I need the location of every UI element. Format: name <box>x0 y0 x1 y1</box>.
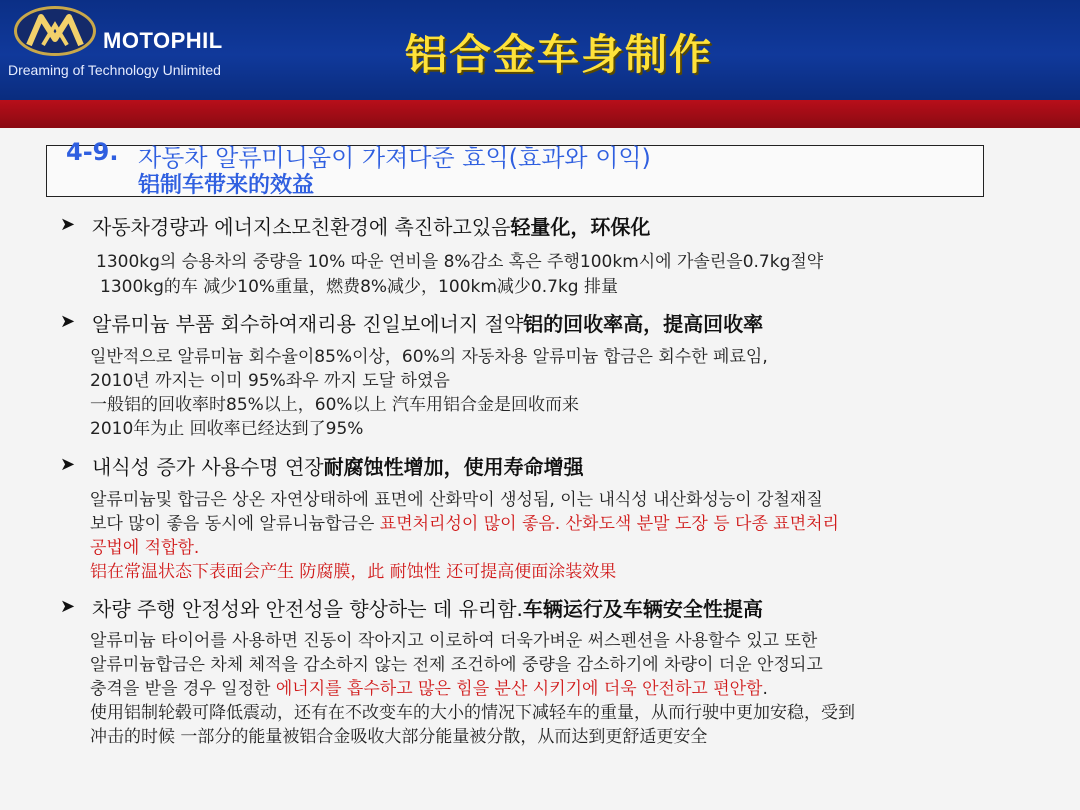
motophil-logo-icon <box>14 6 96 56</box>
item-text-emphasis: 에너지를 흡수하고 많은 힘을 분산 시키기에 더욱 안전하고 편안함 <box>275 679 763 699</box>
item-text-emphasis: 공법에 적합함. <box>90 538 200 558</box>
item-text-plain: 보다 많이 좋음 동시에 알류니늄합금은 <box>90 514 380 534</box>
section-number: 4-9. <box>66 138 119 166</box>
item-text-line: 1300kg의 승용차의 중량을 10% 따운 연비을 8%감소 혹은 주행100km시에 가솔린을0.7kg절약 <box>96 252 824 272</box>
item-text-line: 알류미늄합금은 차체 체적을 감소하지 않는 전제 조건하에 중량을 감소하기에 차량이 더운 안정되고 <box>90 655 823 675</box>
arrow-bullet-icon: ➤ <box>60 454 76 475</box>
item-text-plain: . <box>762 679 768 699</box>
item-heading-chinese: 铝的回收率高，提高回收率 <box>523 312 764 336</box>
item-text-line: 2010年为止 回收率已经达到了95% <box>90 419 364 439</box>
item-heading-korean: 자동차경량과 에너지소모친환경에 촉진하고있음 <box>92 215 511 239</box>
header-accent-bar <box>0 100 1080 128</box>
item-heading <box>92 451 584 480</box>
item-text-line: 일반적으로 알류미늄 회수율이85%이상，60%의 자동차용 알류미늄 합금은 회수한 페료임, <box>90 347 768 367</box>
item-text-line <box>90 674 768 699</box>
item-heading <box>92 211 650 240</box>
item-heading <box>92 593 763 622</box>
item-text-line: 2010년 까지는 이미 95%좌우 까지 도달 하였음 <box>90 371 450 391</box>
item-heading-korean: 내식성 증가 사용수명 연장 <box>92 455 324 479</box>
arrow-bullet-icon: ➤ <box>60 311 76 332</box>
arrow-bullet-icon: ➤ <box>60 214 76 235</box>
item-heading-chinese: 车辆运行及车辆安全性提高 <box>522 597 763 621</box>
item-text-plain: 충격을 받을 경우 일정한 <box>90 679 276 699</box>
arrow-bullet-icon: ➤ <box>60 596 76 617</box>
section-title-korean: 자동차 알류미니움이 가져다준 효익(효과와 이익) <box>138 144 651 172</box>
brand-name: MOTOPHIL <box>103 28 223 53</box>
item-text-line: 알류미늄및 합금은 상온 자연상태하에 표면에 산화막이 생성됨, 이는 내식성 내산화성능이 강철재질 <box>90 490 823 510</box>
page-title: 铝合金车身制作 <box>405 30 714 79</box>
item-heading-korean: 차량 주행 안정성와 안전성을 향상하는 데 유리함. <box>92 597 523 621</box>
item-heading-chinese: 耐腐蚀性增加，使用寿命增强 <box>323 455 584 479</box>
item-text-line: 알류미늄 타이어를 사용하면 진동이 작아지고 이로하여 더욱가벼운 써스펜션을 사용할수 있고 또한 <box>90 631 818 651</box>
item-text-emphasis: 표면처리성이 많이 좋음. 산화도색 분말 도장 등 다종 표면처리 <box>379 514 839 534</box>
item-heading <box>92 308 763 337</box>
item-text-line: 1300kg的车 减少10%重量，燃费8%减少，100km减少0.7kg 排量 <box>100 277 618 297</box>
brand-tagline: Dreaming of Technology Unlimited <box>8 62 221 78</box>
item-heading-korean: 알류미늄 부품 회수하여재리용 진일보에너지 절약 <box>92 312 524 336</box>
item-text-line: 冲击的时候 一部分的能量被铝合金吸收大部分能量被分散，从而达到更舒适更安全 <box>90 727 708 747</box>
item-text-line <box>90 509 839 534</box>
item-text-emphasis: 铝在常温状态下表面会产生 防腐膜，此 耐蚀性 还可提高便面涂装效果 <box>90 562 617 582</box>
item-text-line: 使用铝制轮毂可降低震动，还有在不改变车的大小的情况下减轻车的重量，从而行驶中更加安稳，受到 <box>90 703 855 723</box>
section-title-chinese: 铝制车带来的效益 <box>138 173 315 198</box>
item-heading-chinese: 轻量化，环保化 <box>510 215 651 239</box>
item-text-line: 一般铝的回收率时85%以上，60%以上 汽车用铝合金是回收而来 <box>90 395 579 415</box>
